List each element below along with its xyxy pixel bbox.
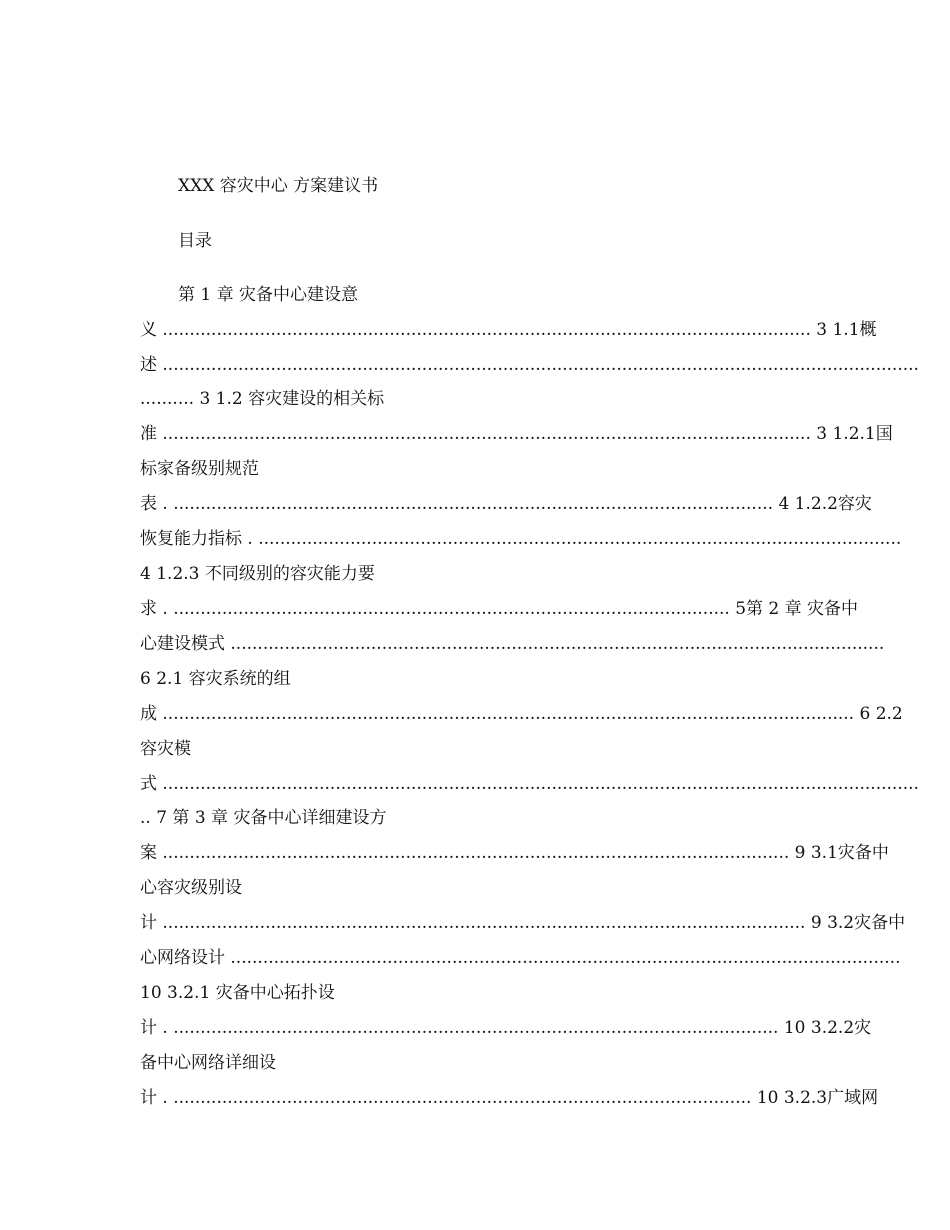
toc-line: 备中心网络详细设 [140, 1053, 276, 1073]
toc-line: 求 . ....................................................................................................... 5第 2 章 灾备中 [140, 599, 859, 619]
toc-line: 恢复能力指标 . ....................................................................................................................... [140, 529, 902, 549]
toc-line: 述 ............................................................................................................................................ [140, 355, 919, 375]
toc-line: .......... 3 1.2 容灾建设的相关标 [140, 389, 385, 409]
toc-line: 计 . ........................................................................................................... 10 3.2.3广域网 [140, 1088, 879, 1108]
toc-line: 心建设模式 ......................................................................................................................... [140, 634, 885, 654]
toc-line: 心网络设计 ............................................................................................................................ [140, 948, 901, 968]
toc-line: 表 . ............................................................................................................... 4 1.2.2容灾 [140, 494, 872, 514]
toc-line: 第 1 章 灾备中心建设意 [178, 285, 359, 305]
toc-heading: 目录 [178, 231, 212, 251]
toc-line: 准 ........................................................................................................................ 3 1.2.1国 [140, 424, 893, 444]
toc-line: 10 3.2.1 灾备中心拓扑设 [140, 983, 335, 1003]
toc-line: .. 7 第 3 章 灾备中心详细建设方 [140, 808, 387, 828]
toc-line: 案 .................................................................................................................... 9 3.1灾备中 [140, 843, 889, 863]
toc-line: 标家备级别规范 [140, 459, 259, 479]
toc-line: 式 ............................................................................................................................................ [140, 774, 919, 794]
toc-line: 计 ....................................................................................................................... 9 3.2灾备中 [140, 913, 906, 933]
toc-line: 成 ................................................................................................................................ 6 2.2 [140, 704, 903, 724]
toc-line: 容灾模 [140, 739, 191, 759]
toc-line: 6 2.1 容灾系统的组 [140, 669, 291, 689]
toc-line: 心容灾级别设 [140, 878, 242, 898]
toc-line: 计 . ................................................................................................................ 10 3.2.2灾 [140, 1018, 872, 1038]
document-title: XXX 容灾中心 方案建议书 [178, 176, 379, 196]
toc-line: 义 ........................................................................................................................ 3 1.1概 [140, 320, 877, 340]
toc-line: 4 1.2.3 不同级别的容灾能力要 [140, 564, 375, 584]
